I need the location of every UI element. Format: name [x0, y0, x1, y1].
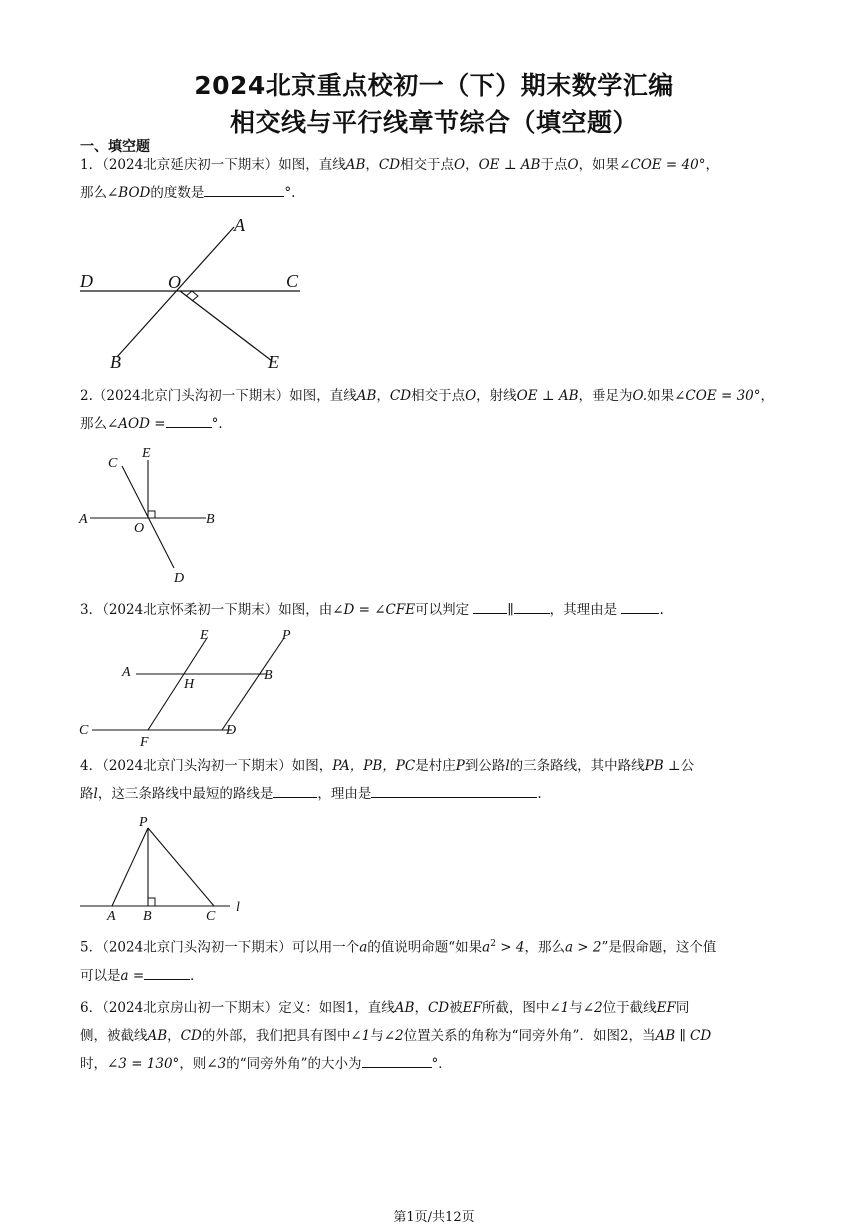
label-E: E — [268, 352, 279, 372]
figure-q1 — [72, 212, 312, 374]
label-E: E — [200, 628, 209, 643]
answer-blank-3[interactable] — [621, 599, 659, 614]
question-6: 6．（2024北京房山初一下期末）定义：如图1，直线AB，CD被EF所截，图中∠1与∠2位于截线EF同 侧，被截线AB，CD的外部，我们把具有图中∠1与∠2位置关系的角称为“同旁外角”．如图2，当AB ∥ CD 时，∠3 = 130°，则∠3的“同旁外角”的大小为 °． — [80, 1000, 712, 1072]
figure-q2 — [76, 442, 226, 590]
label-B: B — [110, 352, 121, 372]
answer-blank-1[interactable] — [273, 783, 317, 798]
answer-blank[interactable] — [362, 1053, 432, 1068]
answer-blank-2[interactable] — [514, 599, 550, 614]
label-F: F — [140, 735, 149, 750]
label-D: D — [226, 723, 237, 738]
label-P: P — [282, 628, 291, 643]
label-O: O — [134, 521, 145, 536]
label-A: A — [122, 665, 131, 680]
question-3: 3．（2024北京怀柔初一下期末）如图，由∠D = ∠CFE可以判定 ∥ ，其理由是 . — [80, 596, 792, 624]
answer-blank[interactable] — [166, 413, 212, 428]
answer-blank-1[interactable] — [473, 599, 507, 614]
question-2: 2.（2024北京门头沟初一下期末）如图，直线AB，CD相交于点O，射线OE ⊥ AB，垂足为O.如果∠COE = 30°， 那么∠AOD = °． — [80, 388, 774, 432]
question-1: 1．（2024北京延庆初一下期末）如图，直线AB，CD相交于点O，OE ⊥ AB于点O，如果∠COE = 40°， 那么∠BOD的度数是 °. — [80, 157, 719, 201]
question-5: 5．（2024北京门头沟初一下期末）可以用一个a的值说明命题“如果$a^2 > 4$，那么a > 2”是假命题，这个值 可以是a = ． — [80, 939, 717, 984]
label-C: C — [108, 456, 118, 471]
label-l: l — [236, 900, 240, 915]
answer-blank-2[interactable] — [371, 783, 537, 798]
question-4: 4．（2024北京门头沟初一下期末）如图，PA，PB，PC是村庄P到公路l的三条路线，其中路线PB ⊥公 路l，这三条路线中最短的路线是 ，理由是 . — [80, 758, 695, 802]
label-H: H — [184, 677, 195, 692]
label-O: O — [168, 272, 181, 292]
page-footer: 第1页/共12页 — [393, 1210, 475, 1225]
label-D: D — [174, 571, 185, 586]
label-C: C — [206, 909, 216, 924]
answer-blank[interactable] — [144, 965, 190, 980]
label-A: A — [79, 512, 88, 527]
label-A: A — [234, 215, 245, 235]
label-A: A — [107, 909, 116, 924]
label-C: C — [79, 723, 89, 738]
figure-q4 — [76, 814, 256, 926]
figure-q3 — [76, 624, 306, 750]
page-title-line1: 2024北京重点校初一（下）期末数学汇编 — [194, 71, 674, 100]
label-B: B — [206, 512, 215, 527]
page-title-line2: 相交线与平行线章节综合（填空题） — [229, 108, 638, 137]
answer-blank[interactable] — [204, 182, 284, 197]
label-B: B — [264, 668, 273, 683]
label-D: D — [80, 271, 93, 291]
section-heading: 一、填空题 — [80, 139, 150, 155]
label-B: B — [143, 909, 152, 924]
label-C: C — [286, 271, 299, 291]
label-P: P — [139, 815, 148, 830]
label-E: E — [142, 446, 151, 461]
